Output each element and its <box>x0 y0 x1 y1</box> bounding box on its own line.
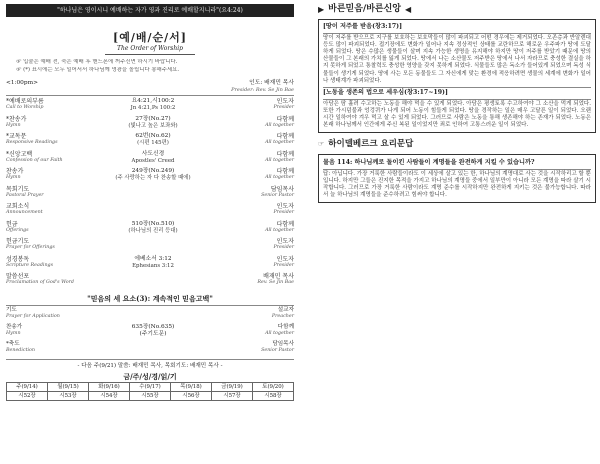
order-item-role-en: Rev. Se Jin Bae <box>257 280 294 286</box>
order-item <box>6 324 294 340</box>
order-item-detail-sub: (빛나고 높은 보좌와) <box>128 122 178 129</box>
order-item-role-ko: 다함께 <box>276 133 294 141</box>
order-item-detail <box>78 324 228 340</box>
order-item-name-en: Confession of our Faith <box>6 157 63 163</box>
order-item-name <box>6 151 78 164</box>
divider <box>323 87 591 88</box>
divider <box>323 33 591 34</box>
order-item-role <box>228 203 294 216</box>
order-item-role-ko: 설교자 <box>277 307 294 314</box>
order-item-role-ko: 배재민 목사 <box>263 273 294 281</box>
order-item-detail-sub: Jn 4:21,Ps 100:2 <box>130 105 176 112</box>
faith-box <box>318 19 596 134</box>
order-item-name <box>6 307 78 323</box>
order-item-name <box>6 116 78 129</box>
order-item-role <box>228 186 294 199</box>
order-item-role <box>228 238 294 251</box>
order-item-role-ko: 인도자 <box>276 238 294 246</box>
note-2: ☞ (*) 표시에는 모두 일어서서 하나님께 영광을 돌립니다 봉해주세요. <box>16 66 180 73</box>
leader <box>231 80 294 93</box>
catechism-heading-label: 하이델베르크 요리문답 <box>328 139 414 150</box>
order-item-role-en: All together <box>265 122 294 128</box>
order-item-name <box>6 133 78 146</box>
order-item-role-ko: 인도자 <box>276 98 294 106</box>
order-item <box>6 221 294 239</box>
leader-ko: 인도: 배재민 목사 <box>249 80 294 87</box>
order-item-name-ko: 헌금기도 <box>6 238 30 246</box>
box2-title: [노동을 생존의 법으로 세우심(창3:17~19)] <box>323 88 448 96</box>
order-item-name-en: Benediction <box>6 347 36 353</box>
order-item-name <box>6 273 78 286</box>
order-item-role <box>228 116 294 129</box>
order-item-name-en: Responsive Readings <box>6 140 58 146</box>
section-heading-label: 바른믿음/바른신앙 <box>328 4 401 14</box>
order-item-role-en: Presider <box>273 245 294 251</box>
reading-day: 화(9/16) <box>89 383 130 392</box>
divider <box>6 95 294 96</box>
order-item-role-ko: 다함께 <box>276 220 294 228</box>
order-item-role-en: All together <box>265 175 294 181</box>
reading-days-row <box>7 383 294 392</box>
order-item-role-ko: 담임목사 <box>272 341 294 348</box>
order-item-name-ko: 성경봉독 <box>6 255 30 263</box>
divider <box>323 169 591 170</box>
order-item-role-en: Senior Pastor <box>261 192 294 198</box>
order-item-detail <box>78 116 228 129</box>
reading-psalm: 시54장 <box>89 392 130 401</box>
triangle-right-icon: ▶ <box>318 4 325 14</box>
order-item-role <box>228 256 294 269</box>
reading-psalm: 시56장 <box>171 392 212 401</box>
order-item-name-en: Prayer for Application <box>6 313 60 319</box>
order-item-name-ko: 찬송가 <box>6 168 24 176</box>
order-item-name-ko: *예배로의부름 <box>6 98 44 106</box>
catechism-box <box>318 154 596 204</box>
order-item-detail <box>78 341 228 357</box>
order-item-name <box>6 341 78 357</box>
order-item-name <box>6 186 78 199</box>
order-item <box>6 116 294 134</box>
order-item-name-en: Offerings <box>6 227 29 233</box>
order-item <box>6 203 294 221</box>
order-item-name-ko: 기도 <box>6 307 17 314</box>
section-heading <box>318 4 596 15</box>
order-item-detail-main: 사도신경 <box>141 150 165 157</box>
order-item-name-ko: 말씀선포 <box>6 273 30 281</box>
worship-time: <1:00pm> <box>6 80 38 87</box>
order-item-role-en: Senior Pastor <box>261 347 294 353</box>
order-item-role <box>228 221 294 234</box>
order-item-name-en: Call to Worship <box>6 105 44 111</box>
reading-day: 토(9/20) <box>253 383 294 392</box>
order-item <box>6 133 294 151</box>
order-item-name <box>6 256 78 269</box>
order-item-name-en: Hymn <box>6 122 21 128</box>
order-item-name <box>6 324 78 340</box>
order-list-2 <box>6 307 294 357</box>
reading-day: 월(9/15) <box>48 383 89 392</box>
order-item-detail-sub: (주 사랑하는 자 다 찬송할 때에) <box>115 175 191 182</box>
order-item-detail-main: 27장(No.27) <box>135 115 171 122</box>
reading-psalm: 시53장 <box>48 392 89 401</box>
order-item <box>6 273 294 291</box>
order-item-role-en: Presider <box>273 262 294 268</box>
order-item-role-ko: 인도자 <box>276 203 294 211</box>
order-item-detail-main: 635장(No.635) <box>131 324 175 331</box>
verse-banner: "하나님은 영이시니 예배하는 자가 영과 진리로 예배할지니라"(요4:24) <box>6 4 294 17</box>
order-item-role <box>228 324 294 340</box>
order-item-role-ko: 다함께 <box>276 115 294 123</box>
order-item-detail-main: 510장(No.510) <box>131 220 175 227</box>
order-item <box>6 256 294 274</box>
order-item-name-ko: *신앙고백 <box>6 150 33 158</box>
order-item-role <box>228 307 294 323</box>
reading-psalms-row <box>7 392 294 401</box>
order-item-detail <box>78 98 228 111</box>
page-subtitle: The Order of Worship <box>117 45 183 53</box>
order-item-role-ko: 담임목사 <box>270 185 294 193</box>
order-item-role <box>228 133 294 146</box>
order-item <box>6 168 294 186</box>
order-item-detail-main: 요4:21,시100:2 <box>131 98 175 105</box>
order-item-detail-sub: (주기도문) <box>139 331 167 338</box>
order-list <box>6 98 294 291</box>
reading-day: 금(9/19) <box>212 383 253 392</box>
order-item <box>6 151 294 169</box>
reading-psalm: 시52장 <box>7 392 48 401</box>
order-item-name-en: Hymn <box>6 175 21 181</box>
reading-psalm: 시58장 <box>253 392 294 401</box>
next-week-note: - 다음 주(9/21) 말씀: 배재민 목사, 목회기도: 배재민 목사 - <box>77 363 223 370</box>
hand-pointer-icon: ☞ <box>318 140 325 149</box>
order-item <box>6 98 294 116</box>
order-item-name <box>6 203 78 216</box>
order-item-role-en: All together <box>265 227 294 233</box>
worship-time-row <box>6 80 294 93</box>
reading-day: 목(9/18) <box>171 383 212 392</box>
worship-order-column <box>6 4 294 460</box>
order-item-role-ko: 다함께 <box>276 168 294 176</box>
order-item-role-en: All together <box>265 140 294 146</box>
order-item-name-ko: 목회기도 <box>6 185 30 193</box>
catechism-question: 물음 114: 하나님께로 돌이킨 사람들이 계명들을 완전하게 지킬 수 있습니까? <box>323 158 535 166</box>
order-item-name-en: Scripture Readings <box>6 262 54 268</box>
leader-en: Presider: Rev. Se Jin Bae <box>231 87 294 94</box>
reading-day: 주(9/14) <box>7 383 48 392</box>
box1-text: 땅이 저주를 받으므로 지구를 보호하는 보호막들이 많이 파괴되고 어떤 경우에는 제거되었다. 오존층과 반알렌대 등도 많이 파괴되었다. 접기장에도 변화가 일어나 지속 정상적인 상태를 교란하므로 해로운 우주파가 땅에 도달하게 되었다. 땅은 수많은 생물들이 살며 지속 가능한 생명을 유지해야 하지만 땅이 저주를 받았기 때문에 땅의 산물들이 그 본래의 가치를 잃게 되었다. 땅에서 나는 소산물도 저주받은 땅에서 나서 자라므로 충성한 결실을 하지 못하게 되었고 통찰력도 충성한 영양을 갖지 못하게 되었다. 식물들도 많은 독소가 들어있게 되었으며 독성 식물들이 생기게 되었다. 땅에 사는 모든 동물들도 그 자신에게 맞는 환경에 적응하려면 생물의 세계에 변화가 일어나 생태계가 파괴되었다. <box>323 34 591 84</box>
divider <box>323 99 591 100</box>
order-item-detail-sub: (시편 145편) <box>137 140 169 147</box>
order-item-role-en: All together <box>265 157 294 163</box>
order-item-detail <box>78 307 228 323</box>
order-item-role-ko: 인도자 <box>276 255 294 263</box>
divider <box>6 305 294 306</box>
order-item-role-en: Preacher <box>271 313 294 319</box>
order-item-detail <box>78 256 228 269</box>
notes <box>6 59 294 73</box>
order-item <box>6 238 294 256</box>
order-item-detail-sub: (하나님의 진리 등대) <box>128 227 178 234</box>
reading-psalm: 시57장 <box>212 392 253 401</box>
order-item-detail <box>78 151 228 164</box>
bible-reading-title: 금/주/성/경/읽/기 <box>123 371 177 381</box>
order-item-role-ko: 다함께 <box>277 324 294 331</box>
order-item-role <box>228 151 294 164</box>
note-1: ☞ 입술은 예배 전, 죽은 예배 후 핸드폰에 꺼주신면 하시기 바랍니다. <box>16 59 178 66</box>
order-item-role <box>228 341 294 357</box>
order-item-name-en: Prayer for Offerings <box>6 245 55 251</box>
order-item-role-en: All together <box>265 330 294 336</box>
faith-column <box>318 4 596 460</box>
order-item-name-en: Proclamation of God's Word <box>6 280 75 286</box>
catechism-heading <box>318 139 596 149</box>
divider <box>6 359 294 360</box>
order-item-detail <box>78 168 228 181</box>
order-item-detail-main: 에베소서 3:12 <box>134 255 172 262</box>
order-item-role-ko: 다함께 <box>276 150 294 158</box>
order-item <box>6 341 294 357</box>
order-item-name <box>6 221 78 234</box>
order-item-name-ko: *축도 <box>6 341 20 348</box>
order-item-name-ko: *교독문 <box>6 133 27 141</box>
triangle-left-icon: ◀ <box>405 4 412 14</box>
reading-day: 수(9/17) <box>130 383 171 392</box>
order-item-name <box>6 98 78 111</box>
box1-title: [땅이 저주를 받음(창3:17)] <box>323 22 403 30</box>
order-item-role <box>228 98 294 111</box>
order-item-role <box>228 168 294 181</box>
bible-reading-table <box>6 382 294 401</box>
page-title: [예/배/순/서] <box>113 31 187 44</box>
reading-psalm: 시55장 <box>130 392 171 401</box>
order-item-name-ko: 교회소식 <box>6 203 30 211</box>
order-item-role <box>228 273 294 286</box>
order-item-name-ko: *찬송가 <box>6 115 27 123</box>
catechism-answer: 답: 아닙니다. 가장 거룩한 사람들이라도 이 세상에 살고 있는 한, 하나님의 계명대로 사는 것을 시작하리고 할 뿐입니다. 하지만 그들은 진지한 목적을 가지고 하나님의 계명들 중에서 일부만이 아니라 모든 계명을 따라 살기 시작합니다. 그러므로 가장 거룩한 사람이라도 계명 준수를 시작하지만 완전하게 지키는 것은 불가능합니다. 따라서 늘 하나님의 계명들을 준수하려고 힘써야 합니다. <box>323 170 591 199</box>
order-item-name-ko: 헌금 <box>6 220 18 228</box>
order-item-name-en: Announcement <box>6 210 43 216</box>
order-item-name-ko: 찬송가 <box>6 324 23 331</box>
order-item-detail-main: 62번(No.62) <box>135 133 171 140</box>
order-item <box>6 186 294 204</box>
order-item-name-en: Pastoral Prayer <box>6 192 44 198</box>
order-item-name <box>6 238 78 251</box>
box2-text: 아담은 땀 흘려 수고하는 노동을 해야 먹을 수 있게 되었다. 아담은 평생토록 수고하여야 그 소산을 먹게 되었다. 또한 가시덤불과 엉겅퀴가 나게 되어 노동이 힘들게 되었다. 땅을 경작하는 일은 매우 고달픈 일이 되었다. 오랜 시간 일하여야 겨우 먹고 살 수 있게 되었다. 그러므로 사람은 노동을 통해 생존해야 하는 존재가 되었다. 노동은 본래 하나님께서 인간에게 주신 복된 일이었지만 죄로 인하여 고통스러운 일이 되었다. <box>323 100 591 129</box>
order-item-role-en: Presider <box>273 210 294 216</box>
divider <box>105 54 195 55</box>
order-item-detail-sub: Apostles' Creed <box>131 157 175 164</box>
order-item-detail <box>78 133 228 146</box>
order-item-detail <box>78 221 228 234</box>
sermon-title: "믿음의 세 요소(3): 계속적인 믿음고백" <box>87 293 213 303</box>
order-item <box>6 307 294 323</box>
order-item-role-en: Presider <box>273 105 294 111</box>
order-item-name <box>6 168 78 181</box>
order-item-detail-sub: Ephesians 3:12 <box>132 262 174 269</box>
order-item-detail-main: 249장(No.249) <box>131 168 175 175</box>
order-item-name-en: Hymn <box>6 330 21 336</box>
